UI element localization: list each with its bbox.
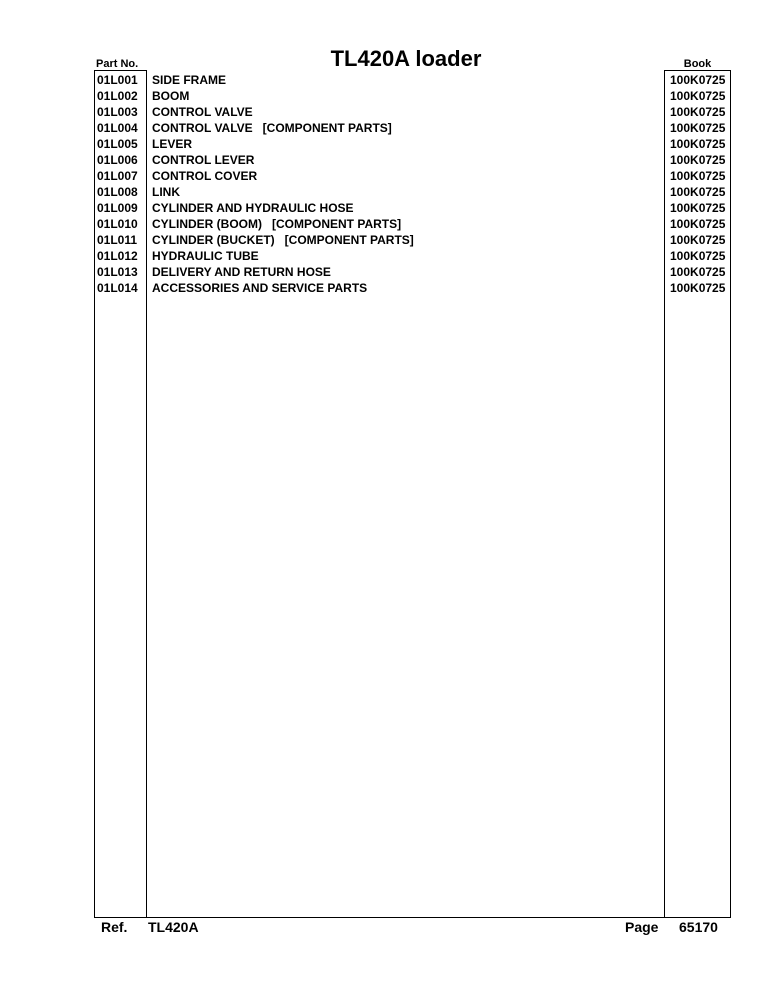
list-item[interactable] — [94, 264, 730, 280]
part-description: CONTROL COVER — [152, 169, 258, 183]
header-rule-left — [94, 70, 147, 71]
header-rule-right — [664, 70, 731, 71]
book-number: 100K0725 — [670, 185, 726, 199]
list-item[interactable] — [94, 88, 730, 104]
part-description: CYLINDER AND HYDRAULIC HOSE — [152, 201, 354, 215]
book-number: 100K0725 — [670, 73, 726, 87]
page-number: 65170 — [679, 919, 718, 935]
list-item[interactable] — [94, 120, 730, 136]
part-number: 01L001 — [97, 73, 138, 87]
part-number: 01L004 — [97, 121, 138, 135]
part-number: 01L003 — [97, 105, 138, 119]
book-number: 100K0725 — [670, 281, 726, 295]
ref-value: TL420A — [148, 919, 199, 935]
bottom-rule — [94, 917, 731, 918]
book-number: 100K0725 — [670, 153, 726, 167]
part-description: CONTROL VALVE — [152, 105, 253, 119]
list-item[interactable] — [94, 72, 730, 88]
ref-label: Ref. — [101, 919, 128, 935]
part-description: CYLINDER (BOOM) [COMPONENT PARTS] — [152, 217, 402, 231]
book-header: Book — [683, 58, 712, 70]
part-description: BOOM — [152, 89, 190, 103]
right-border — [730, 70, 731, 918]
book-number: 100K0725 — [670, 265, 726, 279]
book-number: 100K0725 — [670, 201, 726, 215]
book-number: 100K0725 — [670, 105, 726, 119]
page-title: TL420A loader — [330, 46, 482, 71]
list-item[interactable] — [94, 200, 730, 216]
part-number: 01L013 — [97, 265, 138, 279]
book-number: 100K0725 — [670, 249, 726, 263]
list-item[interactable] — [94, 136, 730, 152]
list-item[interactable] — [94, 248, 730, 264]
part-description: CONTROL VALVE [COMPONENT PARTS] — [152, 121, 392, 135]
part-description: LEVER — [152, 137, 193, 151]
part-description: LINK — [152, 185, 180, 199]
part-number: 01L011 — [97, 233, 138, 247]
parts-list — [94, 72, 730, 296]
list-item[interactable] — [94, 152, 730, 168]
part-description: ACCESSORIES AND SERVICE PARTS — [152, 281, 368, 295]
part-number: 01L010 — [97, 217, 138, 231]
book-number: 100K0725 — [670, 89, 726, 103]
part-no-header: Part No. — [96, 58, 139, 70]
book-number: 100K0725 — [670, 137, 726, 151]
part-number: 01L009 — [97, 201, 138, 215]
part-number: 01L012 — [97, 249, 138, 263]
list-item[interactable] — [94, 168, 730, 184]
part-description: HYDRAULIC TUBE — [152, 249, 259, 263]
list-item[interactable] — [94, 232, 730, 248]
book-number: 100K0725 — [670, 121, 726, 135]
list-item[interactable] — [94, 280, 730, 296]
part-number: 01L007 — [97, 169, 138, 183]
part-number: 01L005 — [97, 137, 138, 151]
list-item[interactable] — [94, 104, 730, 120]
part-description: DELIVERY AND RETURN HOSE — [152, 265, 331, 279]
book-number: 100K0725 — [670, 233, 726, 247]
book-number: 100K0725 — [670, 217, 726, 231]
list-item[interactable] — [94, 216, 730, 232]
part-number: 01L008 — [97, 185, 138, 199]
part-description: CYLINDER (BUCKET) [COMPONENT PARTS] — [152, 233, 414, 247]
list-item[interactable] — [94, 184, 730, 200]
part-description: SIDE FRAME — [152, 73, 227, 87]
part-description: CONTROL LEVER — [152, 153, 255, 167]
part-number: 01L006 — [97, 153, 138, 167]
part-number: 01L014 — [97, 281, 138, 295]
page-label: Page — [625, 919, 659, 935]
part-number: 01L002 — [97, 89, 138, 103]
book-number: 100K0725 — [670, 169, 726, 183]
